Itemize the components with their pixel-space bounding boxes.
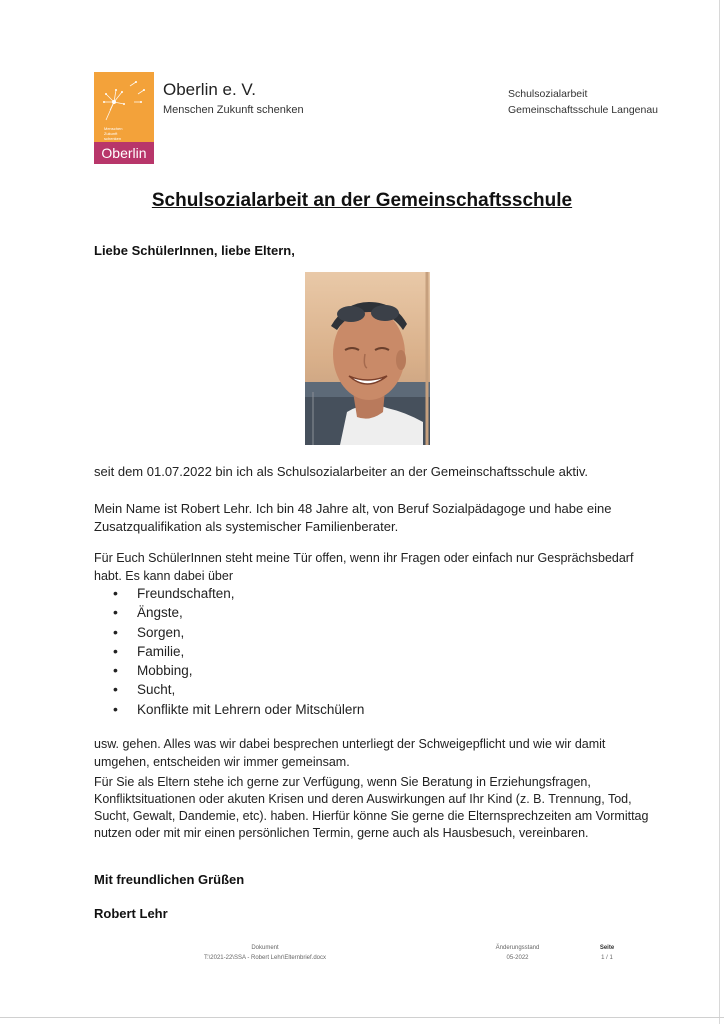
- organization-tagline: Menschen Zukunft schenken: [163, 104, 304, 116]
- list-item: • Freundschaften,: [113, 584, 364, 603]
- portrait-photo: [305, 272, 430, 445]
- organization-name: Oberlin e. V.: [163, 80, 256, 99]
- footer-page: [592, 943, 622, 963]
- footer-change-label: Änderungsstand: [495, 945, 540, 951]
- footer-document-path: T:\2021-22\SSA - Robert Lehr\Elternbrief.docx: [203, 955, 327, 961]
- scan-edge-right: [719, 0, 720, 1024]
- list-item: • Mobbing,: [113, 661, 364, 680]
- oberlin-logo: [94, 72, 154, 164]
- footer-page-label: Seite: [599, 945, 615, 951]
- list-item: • Sorgen,: [113, 623, 364, 642]
- document-title: Schulsozialarbeit an der Gemeinschaftsschule: [151, 190, 573, 211]
- department-line-2: Gemeinschaftsschule Langenau: [508, 104, 659, 116]
- list-item: • Ängste,: [113, 603, 364, 622]
- paragraph-confidentiality: usw. gehen. Alles was wir dabei besprechen unterliegt der Schweigepflicht und wie wir damit umgehen, entscheiden wir immer gemeinsam.: [94, 737, 606, 769]
- signature-name: Robert Lehr: [94, 906, 168, 921]
- footer-change-value: 05-2022: [506, 955, 529, 961]
- list-item: • Sucht,: [113, 680, 364, 699]
- organization-block: [163, 80, 304, 116]
- logo-name: Oberlin: [94, 142, 154, 164]
- scan-edge-bottom: [0, 1017, 724, 1018]
- topics-list: [113, 584, 364, 719]
- list-item: • Konflikte mit Lehrern oder Mitschülern: [113, 700, 364, 719]
- paragraph-start-date: seit dem 01.07.2022 bin ich als Schulsozialarbeiter an der Gemeinschaftsschule aktiv.: [94, 464, 589, 479]
- list-item: • Familie,: [113, 642, 364, 661]
- footer-page-value: 1 / 1: [601, 955, 613, 961]
- greeting: Liebe SchülerInnen, liebe Eltern,: [94, 243, 295, 258]
- paragraph-parents: Für Sie als Eltern stehe ich gerne zur Verfügung, wenn Sie Beratung in Erziehungsfragen, Konfliktsituationen oder akuten Krisen und deren Auswirkungen auf Ihr Kind (z. B. Trennung, Tod, Sucht, Gewalt, Dandemie, etc). haben. Hierfür könne Sie gerne die Elternsprechzeiten am Vormittag nutzen oder mit mir einen persönlichen Termin, gerne auch als Hausbesuch, vereinbaren.: [94, 775, 649, 840]
- paragraph-introduction: Mein Name ist Robert Lehr. Ich bin 48 Jahre alt, von Beruf Sozialpädagoge und habe eine Zusatzqualifikation als systemischer Familienberater.: [94, 501, 612, 534]
- paragraph-students: Für Euch SchülerInnen steht meine Tür offen, wenn ihr Fragen oder einfach nur Gesprächsbedarf habt. Es kann dabei über: [94, 551, 634, 583]
- logo-tagline-words: Menschen Zukunft schenken: [104, 126, 123, 141]
- footer-document-label: Dokument: [251, 945, 279, 951]
- footer-change-state: [480, 943, 555, 963]
- footer-document: [195, 943, 335, 963]
- closing-phrase: Mit freundlichen Grüßen: [94, 872, 245, 887]
- department-line-1: Schulsozialarbeit: [508, 88, 588, 100]
- department-block: [508, 86, 658, 118]
- dandelion-icon: [94, 72, 154, 142]
